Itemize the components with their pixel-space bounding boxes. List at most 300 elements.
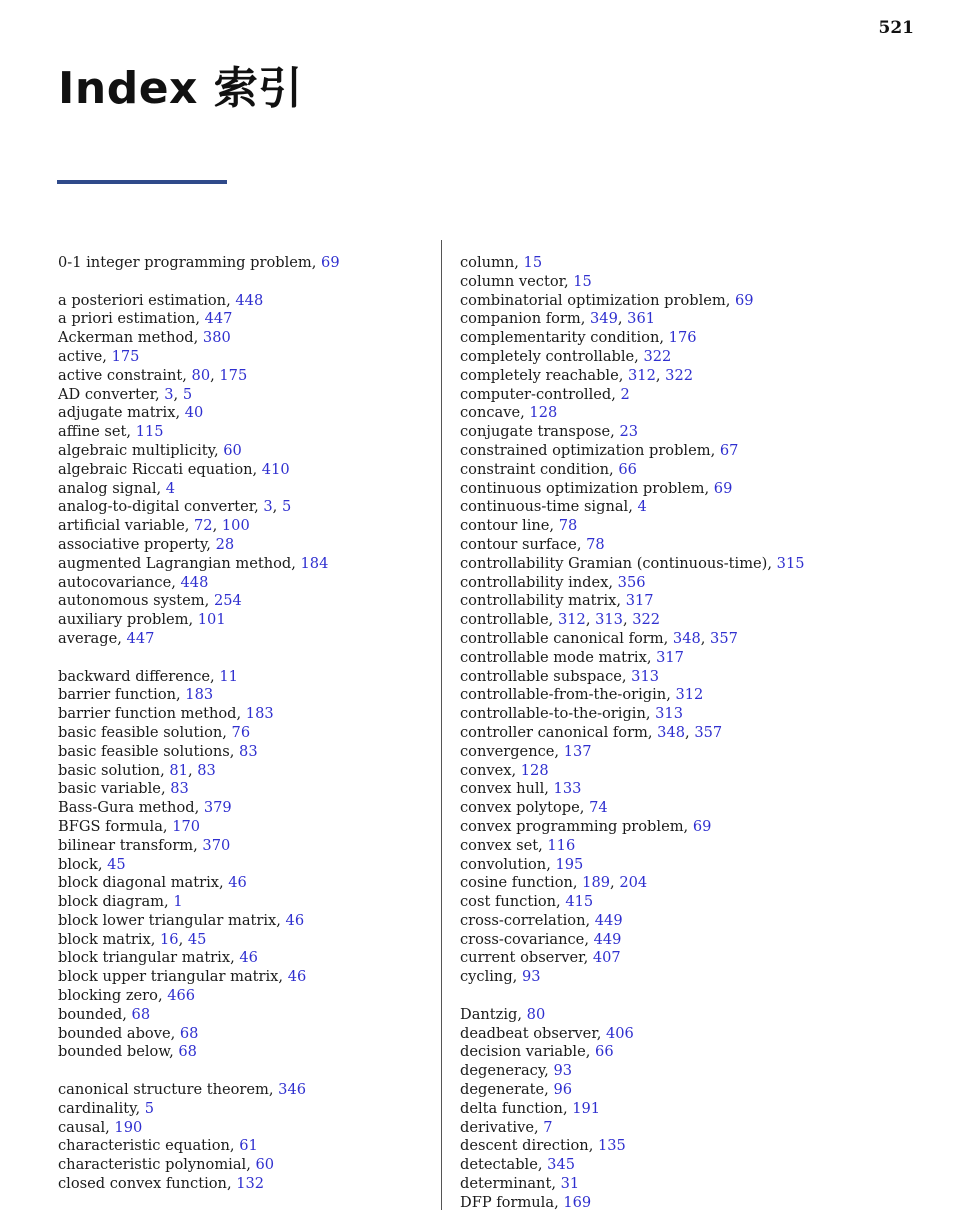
- page-link[interactable]: 69: [692, 817, 712, 835]
- index-entry: basic solution, 81, 83: [58, 761, 216, 779]
- index-term: constrained optimization problem: [460, 441, 711, 459]
- page-link[interactable]: 176: [668, 329, 697, 347]
- index-term: AD converter: [58, 385, 155, 403]
- index-term: bilinear transform: [58, 836, 194, 854]
- index-entry: continuous optimization problem, 69: [460, 479, 733, 497]
- index-entry: autocovariance, 448: [58, 573, 209, 591]
- page-link[interactable]: 132: [236, 1175, 265, 1193]
- page-link[interactable]: 78: [558, 517, 578, 535]
- page-link[interactable]: 447: [126, 629, 155, 647]
- index-term: convolution: [460, 855, 547, 873]
- index-term: delta function: [460, 1099, 563, 1117]
- index-entry: controllable, 312, 313, 322: [460, 611, 661, 629]
- page-link[interactable]: 447: [204, 310, 233, 328]
- page-link[interactable]: 4: [637, 498, 647, 516]
- index-term: convex polytope: [460, 799, 580, 817]
- index-term: controllable-to-the-origin: [460, 705, 646, 723]
- page-link[interactable]: 317: [656, 648, 684, 666]
- index-term: column: [460, 254, 515, 271]
- index-entry: Dantzig, 80: [460, 1005, 546, 1023]
- index-entry: contour line, 78: [460, 517, 578, 535]
- index-entry: bounded above, 68: [58, 1024, 199, 1042]
- page-link[interactable]: 23: [619, 423, 639, 441]
- page-link[interactable]: 466: [167, 987, 196, 1005]
- index-term: blocking zero: [58, 987, 158, 1005]
- page-link[interactable]: 61: [239, 1137, 258, 1155]
- page-link[interactable]: 76: [231, 723, 251, 741]
- index-term: cross-covariance: [460, 930, 585, 948]
- page-link[interactable]: 379: [203, 799, 232, 817]
- page-link[interactable]: 68: [178, 1043, 197, 1061]
- index-entry: blocking zero, 466: [58, 987, 196, 1005]
- page-link[interactable]: 348: [657, 723, 686, 741]
- index-entry: causal, 190: [58, 1118, 143, 1136]
- index-term: analog-to-digital converter: [58, 498, 255, 516]
- page-link[interactable]: 45: [187, 930, 207, 948]
- index-entry: bounded below, 68: [58, 1043, 197, 1061]
- page-link[interactable]: 72: [194, 517, 213, 535]
- index-term: artificial variable: [58, 517, 185, 535]
- page-link[interactable]: 66: [595, 1043, 614, 1061]
- index-term: block: [58, 855, 98, 873]
- index-entry: constrained optimization problem, 67: [460, 441, 739, 459]
- index-entry: controllable subspace, 313: [460, 667, 660, 685]
- page-link[interactable]: 100: [221, 517, 250, 535]
- page-link[interactable]: 169: [563, 1193, 592, 1211]
- index-term: controllable canonical form: [460, 629, 664, 647]
- page-link[interactable]: 83: [170, 780, 189, 798]
- index-term: controllable: [460, 611, 549, 629]
- index-entry: bilinear transform, 370: [58, 836, 231, 854]
- index-term: characteristic polynomial: [58, 1156, 247, 1174]
- index-term: adjugate matrix: [58, 404, 176, 422]
- page-link[interactable]: 312: [628, 366, 656, 384]
- index-entry: cycling, 93: [460, 968, 541, 986]
- page-link[interactable]: 15: [573, 272, 592, 290]
- page-link[interactable]: 175: [219, 366, 248, 384]
- index-term: cycling: [460, 968, 513, 986]
- index-term: convex: [460, 761, 512, 779]
- page-link[interactable]: 5: [182, 385, 193, 403]
- index-entry: a posteriori estimation, 448: [58, 291, 264, 309]
- page-link[interactable]: 322: [665, 366, 694, 384]
- page-link[interactable]: 448: [235, 291, 264, 309]
- index-term: controllable subspace: [460, 667, 622, 685]
- index-term: backward difference: [58, 667, 211, 685]
- index-entry: column vector, 15: [460, 272, 592, 290]
- index-term: continuous-time signal: [460, 498, 629, 516]
- index-term: deadbeat observer: [460, 1024, 597, 1042]
- index-entry: block upper triangular matrix, 46: [58, 968, 307, 986]
- index-term: constraint condition: [460, 460, 610, 478]
- index-entry: block diagonal matrix, 46: [58, 874, 247, 892]
- page-link[interactable]: 357: [694, 723, 723, 741]
- index-entry: convex hull, 133: [460, 780, 582, 798]
- index-entry: canonical structure theorem, 346: [58, 1081, 307, 1099]
- index-entry: barrier function method, 183: [58, 705, 274, 723]
- page-link[interactable]: 96: [553, 1081, 573, 1099]
- page-link[interactable]: 410: [261, 460, 290, 478]
- index-entry: artificial variable, 72, 100: [58, 517, 250, 535]
- index-entry: controllability index, 356: [460, 573, 646, 591]
- index-entry: conjugate transpose, 23: [460, 423, 639, 441]
- index-entry: descent direction, 135: [460, 1137, 626, 1155]
- index-term: algebraic Riccati equation: [58, 460, 253, 478]
- page-link[interactable]: 101: [197, 611, 226, 629]
- page-link[interactable]: 46: [285, 911, 305, 929]
- index-term: bounded above: [58, 1024, 171, 1042]
- page-link[interactable]: 60: [223, 441, 242, 459]
- index-entry: degeneracy, 93: [460, 1062, 573, 1080]
- index-term: controllability matrix: [460, 592, 617, 610]
- index-entry: average, 447: [58, 629, 155, 647]
- page-link[interactable]: 5: [281, 498, 292, 516]
- index-entry: analog signal, 4: [58, 479, 176, 497]
- index-term: block diagonal matrix: [58, 874, 219, 892]
- page-link[interactable]: 315: [776, 554, 805, 572]
- index-term: computer-controlled: [460, 385, 612, 403]
- index-entry: decision variable, 66: [460, 1043, 614, 1061]
- page-link[interactable]: 190: [114, 1118, 143, 1136]
- index-term: DFP formula: [460, 1193, 555, 1211]
- title-underline: [57, 180, 227, 184]
- page-link[interactable]: 406: [605, 1024, 634, 1042]
- page-link[interactable]: 93: [553, 1062, 573, 1080]
- index-entry: augmented Lagrangian method, 184: [58, 554, 329, 572]
- index-term: column vector: [460, 272, 564, 290]
- index-entry: basic variable, 83: [58, 780, 189, 798]
- page-link[interactable]: 2: [620, 385, 630, 403]
- page-link[interactable]: 183: [185, 686, 214, 704]
- index-entry: concave, 128: [460, 404, 558, 422]
- index-term: Ackerman method: [58, 329, 194, 347]
- index-term: autocovariance: [58, 573, 172, 591]
- index-entry: cost function, 415: [460, 893, 594, 911]
- page-link[interactable]: 313: [631, 667, 660, 685]
- index-term: detectable: [460, 1156, 538, 1174]
- index-entry: controllable-to-the-origin, 313: [460, 705, 683, 723]
- page-link[interactable]: 69: [735, 291, 754, 309]
- index-term: decision variable: [460, 1043, 586, 1061]
- page-link[interactable]: 322: [643, 347, 672, 365]
- index-term: cardinality: [58, 1099, 136, 1117]
- page-link[interactable]: 15: [523, 254, 543, 271]
- index-group: [58, 668, 340, 1063]
- index-entry: auxiliary problem, 101: [58, 611, 226, 629]
- index-term: cosine function: [460, 874, 573, 892]
- index-term: companion form: [460, 310, 581, 328]
- index-term: concave: [460, 404, 521, 422]
- page-link[interactable]: 78: [586, 535, 605, 553]
- page-link[interactable]: 128: [520, 761, 549, 779]
- index-entry: deadbeat observer, 406: [460, 1024, 634, 1042]
- index-entry: algebraic Riccati equation, 410: [58, 460, 290, 478]
- index-entry: controllability Gramian (continuous-time), 315: [460, 554, 805, 572]
- index-entry: continuous-time signal, 4: [460, 498, 647, 516]
- page-link[interactable]: 137: [563, 742, 592, 760]
- page-link[interactable]: 80: [191, 366, 211, 384]
- index-term: canonical structure theorem: [58, 1081, 269, 1099]
- index-term: determinant: [460, 1175, 552, 1193]
- index-entry: companion form, 349, 361: [460, 310, 656, 328]
- index-term: algebraic multiplicity: [58, 441, 214, 459]
- page-link[interactable]: 3: [263, 498, 273, 516]
- page-link[interactable]: 254: [213, 592, 242, 610]
- page-link[interactable]: 345: [547, 1156, 576, 1174]
- index-entry: controller canonical form, 348, 357: [460, 723, 723, 741]
- index-term: cost function: [460, 893, 557, 911]
- index-entry: closed convex function, 132: [58, 1175, 265, 1193]
- page-link[interactable]: 322: [632, 611, 661, 629]
- index-entry: block triangular matrix, 46: [58, 949, 258, 967]
- index-entry: basic feasible solution, 76: [58, 723, 251, 741]
- page-link[interactable]: 449: [594, 911, 623, 929]
- index-entry: delta function, 191: [460, 1099, 601, 1117]
- index-group: [58, 254, 340, 273]
- index-column-right: [460, 254, 805, 1231]
- page-link[interactable]: 313: [655, 705, 683, 723]
- index-entry: 0-1 integer programming problem, 69: [58, 254, 340, 271]
- index-group: [58, 292, 340, 649]
- page-link[interactable]: 66: [618, 460, 637, 478]
- index-term: convergence: [460, 742, 555, 760]
- page-link[interactable]: 312: [675, 686, 704, 704]
- index-entry: bounded, 68: [58, 1005, 151, 1023]
- index-term: 0-1 integer programming problem: [58, 254, 312, 271]
- index-term: augmented Lagrangian method: [58, 554, 292, 572]
- index-entry: block matrix, 16, 45: [58, 930, 207, 948]
- index-term: controller canonical form: [460, 723, 648, 741]
- page-link[interactable]: 184: [300, 554, 329, 572]
- page-link[interactable]: 45: [107, 855, 126, 873]
- page-link[interactable]: 349: [590, 310, 618, 328]
- index-term: complementarity condition: [460, 329, 660, 347]
- index-entry: analog-to-digital converter, 3, 5: [58, 498, 292, 516]
- index-entry: affine set, 115: [58, 423, 164, 441]
- index-term: closed convex function: [58, 1175, 227, 1193]
- index-entry: completely reachable, 312, 322: [460, 366, 694, 384]
- index-entry: controllability matrix, 317: [460, 592, 654, 610]
- index-column-left: [58, 254, 340, 1213]
- page-link[interactable]: 133: [553, 780, 582, 798]
- index-term: current observer: [460, 949, 584, 967]
- index-term: derivative: [460, 1118, 534, 1136]
- page-link[interactable]: 370: [202, 836, 231, 854]
- index-term: basic feasible solution: [58, 723, 223, 741]
- index-entry: convex programming problem, 69: [460, 817, 712, 835]
- index-entry: computer-controlled, 2: [460, 385, 630, 403]
- page-link[interactable]: 348: [672, 629, 701, 647]
- page-link[interactable]: 40: [184, 404, 204, 422]
- page-link[interactable]: 317: [625, 592, 654, 610]
- page-link[interactable]: 46: [239, 949, 258, 967]
- page-link[interactable]: 448: [180, 573, 209, 591]
- page-link[interactable]: 183: [245, 705, 274, 723]
- index-entry: algebraic multiplicity, 60: [58, 441, 242, 459]
- page-link[interactable]: 16: [160, 930, 179, 948]
- index-term: auxiliary problem: [58, 611, 189, 629]
- page-link[interactable]: 28: [215, 535, 235, 553]
- index-term: combinatorial optimization problem: [460, 291, 726, 309]
- index-entry: block lower triangular matrix, 46: [58, 911, 305, 929]
- index-term: basic solution: [58, 761, 161, 779]
- page-link[interactable]: 1: [173, 893, 183, 911]
- index-entry: convergence, 137: [460, 742, 592, 760]
- index-term: Bass-Gura method: [58, 799, 195, 817]
- page-link[interactable]: 3: [164, 385, 174, 403]
- index-entry: controllable-from-the-origin, 312: [460, 686, 704, 704]
- index-entry: derivative, 7: [460, 1118, 553, 1136]
- index-term: barrier function: [58, 686, 177, 704]
- index-term: controllability Gramian (continuous-time): [460, 554, 768, 572]
- page-link[interactable]: 68: [131, 1005, 151, 1023]
- index-entry: degenerate, 96: [460, 1081, 573, 1099]
- page-link[interactable]: 31: [560, 1175, 580, 1193]
- page-link[interactable]: 7: [543, 1118, 553, 1136]
- page-link[interactable]: 80: [526, 1005, 546, 1023]
- index-entry: a priori estimation, 447: [58, 310, 233, 328]
- index-entry: convex polytope, 74: [460, 799, 608, 817]
- index-entry: current observer, 407: [460, 949, 621, 967]
- index-entry: BFGS formula, 170: [58, 817, 201, 835]
- page-link[interactable]: 93: [521, 968, 541, 986]
- page-link[interactable]: 357: [710, 629, 738, 647]
- page-number: 521: [878, 18, 914, 38]
- index-term: completely controllable: [460, 347, 635, 365]
- page-link[interactable]: 46: [287, 968, 307, 986]
- page-link[interactable]: 361: [627, 310, 656, 328]
- index-term: affine set: [58, 423, 127, 441]
- index-term: block triangular matrix: [58, 949, 231, 967]
- page-link[interactable]: 4: [165, 479, 176, 497]
- index-term: contour line: [460, 517, 550, 535]
- index-term: BFGS formula: [58, 817, 163, 835]
- index-entry: block diagram, 1: [58, 893, 183, 911]
- index-entry: contour surface, 78: [460, 535, 605, 553]
- index-entry: active, 175: [58, 347, 140, 365]
- index-entry: characteristic polynomial, 60: [58, 1156, 275, 1174]
- page-link[interactable]: 60: [255, 1156, 275, 1174]
- page-link[interactable]: 407: [592, 949, 621, 967]
- index-entry: cross-correlation, 449: [460, 911, 623, 929]
- index-term: active: [58, 347, 103, 365]
- index-term: a priori estimation: [58, 310, 196, 328]
- index-entry: convolution, 195: [460, 855, 584, 873]
- index-entry: DFP formula, 169: [460, 1193, 592, 1211]
- page-link[interactable]: 313: [595, 611, 623, 629]
- index-term: degeneracy: [460, 1062, 545, 1080]
- page-title: Index 索引: [58, 63, 303, 114]
- index-term: convex programming problem: [460, 817, 684, 835]
- page-link[interactable]: 67: [719, 441, 739, 459]
- index-term: bounded: [58, 1005, 123, 1023]
- page-link[interactable]: 68: [179, 1024, 199, 1042]
- index-entry: basic feasible solutions, 83: [58, 742, 258, 760]
- page-link[interactable]: 191: [572, 1099, 601, 1117]
- page-link[interactable]: 312: [557, 611, 586, 629]
- page-link[interactable]: 11: [219, 667, 238, 685]
- index-entry: Bass-Gura method, 379: [58, 799, 232, 817]
- index-term: causal: [58, 1118, 106, 1136]
- index-term: characteristic equation: [58, 1137, 230, 1155]
- index-term: block lower triangular matrix: [58, 911, 277, 929]
- page-link[interactable]: 69: [321, 254, 340, 271]
- index-entry: active constraint, 80, 175: [58, 366, 248, 384]
- index-term: controllable mode matrix: [460, 648, 647, 666]
- index-group: [460, 254, 805, 987]
- page-link[interactable]: 189: [582, 874, 611, 892]
- index-entry: cosine function, 189, 204: [460, 874, 648, 892]
- index-term: convex hull: [460, 780, 545, 798]
- index-term: a posteriori estimation: [58, 291, 227, 309]
- page-link[interactable]: 128: [529, 404, 558, 422]
- index-entry: backward difference, 11: [58, 667, 238, 685]
- page-link[interactable]: 170: [172, 817, 201, 835]
- index-entry: detectable, 345: [460, 1156, 576, 1174]
- page-link[interactable]: 135: [597, 1137, 626, 1155]
- index-term: basic variable: [58, 780, 161, 798]
- index-entry: characteristic equation, 61: [58, 1137, 258, 1155]
- index-entry: block, 45: [58, 855, 126, 873]
- page-link[interactable]: 115: [135, 423, 164, 441]
- page-link[interactable]: 74: [589, 799, 608, 817]
- page-link[interactable]: 415: [565, 893, 594, 911]
- index-term: completely reachable: [460, 366, 619, 384]
- index-entry: AD converter, 3, 5: [58, 385, 193, 403]
- index-term: bounded below: [58, 1043, 170, 1061]
- page-link[interactable]: 46: [228, 874, 247, 892]
- index-term: block upper triangular matrix: [58, 968, 279, 986]
- index-entry: autonomous system, 254: [58, 592, 242, 610]
- index-term: block diagram: [58, 893, 165, 911]
- index-term: descent direction: [460, 1137, 589, 1155]
- index-entry: complementarity condition, 176: [460, 329, 697, 347]
- page-link[interactable]: 5: [144, 1099, 155, 1117]
- page-link[interactable]: 380: [202, 329, 231, 347]
- page-link[interactable]: 116: [547, 836, 576, 854]
- index-term: autonomous system: [58, 592, 205, 610]
- index-entry: Ackerman method, 380: [58, 329, 231, 347]
- index-term: average: [58, 629, 118, 647]
- index-entry: column, 15: [460, 254, 543, 271]
- page-link[interactable]: 356: [617, 573, 646, 591]
- index-entry: combinatorial optimization problem, 69: [460, 291, 754, 309]
- index-entry: completely controllable, 322: [460, 347, 672, 365]
- index-entry: cross-covariance, 449: [460, 930, 622, 948]
- page-link[interactable]: 204: [619, 874, 648, 892]
- column-divider: [441, 240, 442, 1210]
- index-group: [460, 1006, 805, 1213]
- page-link[interactable]: 83: [197, 761, 216, 779]
- index-entry: adjugate matrix, 40: [58, 404, 204, 422]
- page-link[interactable]: 449: [593, 930, 622, 948]
- index-entry: associative property, 28: [58, 535, 235, 553]
- page-link[interactable]: 83: [239, 742, 258, 760]
- index-term: cross-correlation: [460, 911, 586, 929]
- page-link[interactable]: 175: [111, 347, 140, 365]
- index-term: block matrix: [58, 930, 151, 948]
- page-link[interactable]: 81: [169, 761, 188, 779]
- page-link[interactable]: 195: [555, 855, 584, 873]
- index-term: basic feasible solutions: [58, 742, 230, 760]
- index-entry: cardinality, 5: [58, 1099, 155, 1117]
- index-term: barrier function method: [58, 705, 237, 723]
- page-link[interactable]: 346: [278, 1081, 307, 1099]
- index-term: degenerate: [460, 1081, 545, 1099]
- page-link[interactable]: 69: [713, 479, 733, 497]
- index-term: Dantzig: [460, 1005, 518, 1023]
- index-entry: constraint condition, 66: [460, 460, 637, 478]
